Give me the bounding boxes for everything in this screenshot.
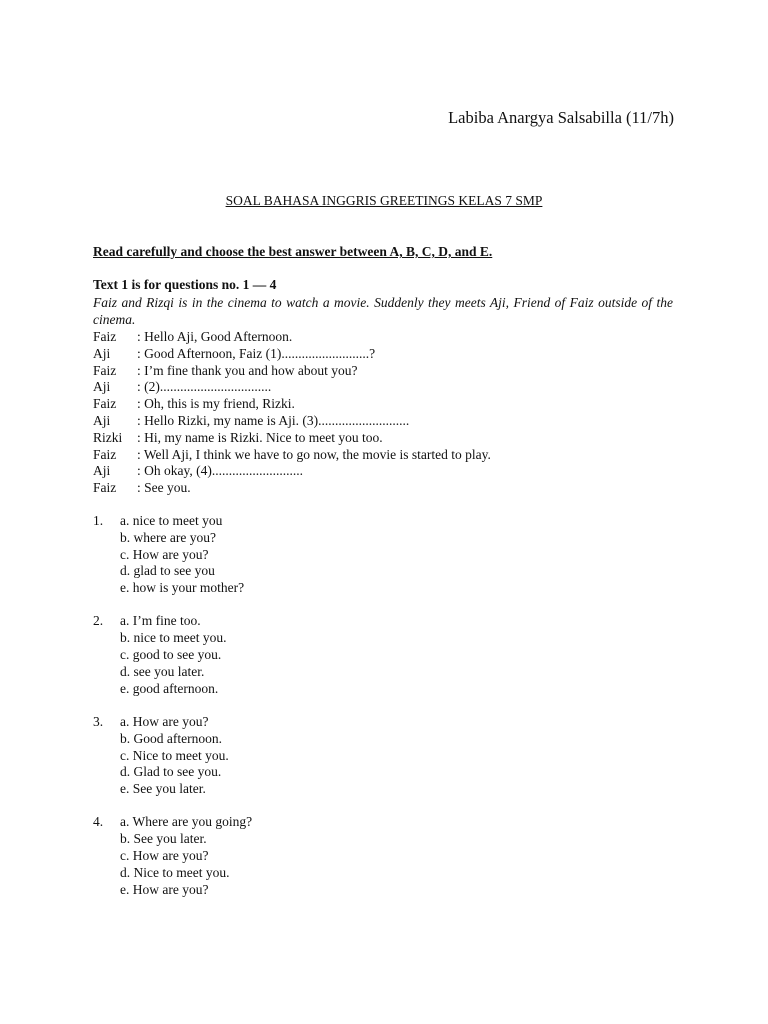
question-number: 3. [93,713,104,729]
question-item [93,714,693,798]
answer-option: b. where are you? [120,529,216,545]
dialogue-text: : Hi, my name is Rizki. Nice to meet you too. [137,429,383,445]
author-name: Labiba Anargya Salsabilla (11/7h) [448,108,674,127]
answer-option: e. How are you? [120,881,209,897]
dialogue-line [93,463,693,480]
instruction-text: Read carefully and choose the best answer between A, B, C, D, and E. [93,244,493,259]
question-list [93,513,693,915]
answer-option: d. Glad to see you. [120,764,222,780]
answer-option: d. Nice to meet you. [120,864,230,880]
answer-option: c. How are you? [120,848,209,864]
answer-option: d. glad to see you [120,563,215,579]
document-title: SOAL BAHASA INGGRIS GREETINGS KELAS 7 SMP [225,193,543,208]
speaker-name: Faiz [93,362,117,378]
dialogue [93,329,693,497]
answer-option: e. See you later. [120,781,206,797]
question-item [93,513,693,597]
dialogue-text: : Oh, this is my friend, Rizki. [137,396,295,412]
answer-option: d. see you later. [120,663,205,679]
question-item [93,814,693,898]
question-number: 4. [93,814,104,830]
answer-options [120,714,693,798]
text-section-header: Text 1 is for questions no. 1 — 4 [93,277,277,292]
answer-option: c. good to see you. [120,647,222,663]
answer-option: b. Good afternoon. [120,730,222,746]
dialogue-text: : Oh okay, (4)........................... [137,463,303,479]
dialogue-line [93,329,693,346]
answer-option: a. How are you? [120,713,209,729]
speaker-name: Aji [93,463,111,479]
dialogue-line [93,396,693,413]
answer-option: b. See you later. [120,831,207,847]
dialogue-text: : Good Afternoon, Faiz (1)..........................? [137,345,376,361]
dialogue-line [93,346,693,363]
answer-options [120,513,693,597]
answer-option: a. Where are you going? [120,814,253,830]
speaker-name: Faiz [93,446,117,462]
dialogue-line [93,430,693,447]
answer-option: e. how is your mother? [120,580,245,596]
answer-option: b. nice to meet you. [120,630,227,646]
dialogue-text: : Hello Rizki, my name is Aji. (3)........................... [137,412,410,428]
speaker-name: Faiz [93,396,117,412]
dialogue-text: : Well Aji, I think we have to go now, the movie is started to play. [137,446,491,462]
speaker-name: Faiz [93,480,117,496]
speaker-name: Faiz [93,329,117,344]
text-context: Faiz and Rizqi is in the cinema to watch a movie. Suddenly they meets Aji, Friend of Faiz outside of the cinema. [93,295,673,327]
speaker-name: Aji [93,345,111,361]
dialogue-line [93,480,693,497]
answer-options [120,814,693,898]
speaker-name: Aji [93,412,111,428]
question-number: 1. [93,513,104,528]
question-number: 2. [93,613,104,629]
dialogue-text: : (2)................................. [137,379,272,395]
question-item [93,613,693,697]
speaker-name: Rizki [93,429,123,445]
dialogue-text: : See you. [137,480,191,496]
dialogue-text: : I’m fine thank you and how about you? [137,362,358,378]
answer-option: a. I’m fine too. [120,613,201,629]
dialogue-line [93,379,693,396]
answer-option: a. nice to meet you [120,513,223,528]
speaker-name: Aji [93,379,111,395]
dialogue-line [93,413,693,430]
answer-option: e. good afternoon. [120,680,219,696]
dialogue-line [93,363,693,380]
answer-option: c. Nice to meet you. [120,747,229,763]
answer-option: c. How are you? [120,546,209,562]
dialogue-text: : Hello Aji, Good Afternoon. [137,329,293,344]
answer-options [120,613,693,697]
dialogue-line [93,447,693,464]
